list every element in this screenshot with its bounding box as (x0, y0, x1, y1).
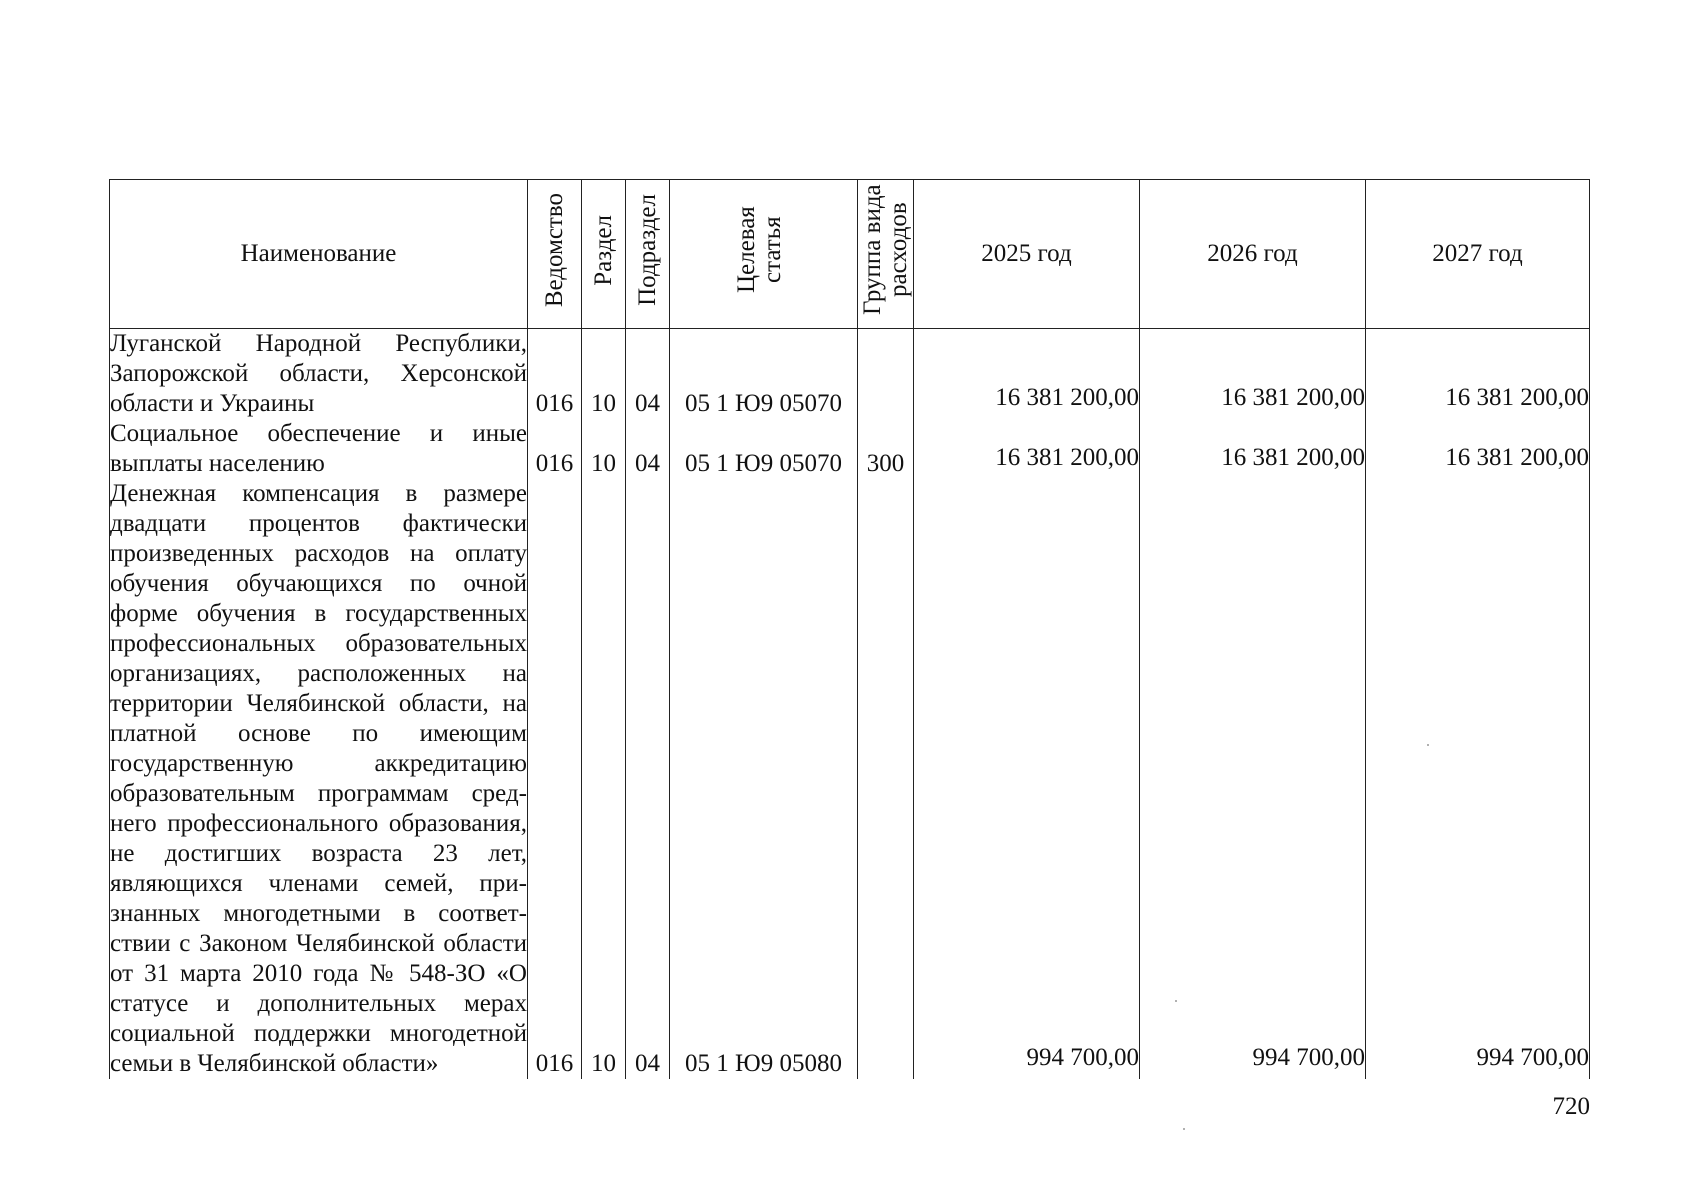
row-amount-2025: 16 381 200,00 (914, 329, 1140, 420)
row-podrazdel: 04 (626, 329, 670, 420)
row-name: Денежная компенсация в размере двадцати процентов фактически произведенных расходов на оплату обучения обучающихся по очной форме обучения в государственных профессиональных образовательных организациях, расположенных на территории Челябинской области, на платной основе по имеющим государственную аккредитацию образовательным программам среднего профессионального образования, не достигших возраста 23 лет, являющихся членами семей, признанных многодетными в соответствии с Законом Челябинской области от 31 марта 2010 года № 548-ЗО «О статусе и дополнительных мерах социальной поддержки многодетной семьи в Челябинской области» (110, 480, 527, 1077)
table-header-row (110, 180, 1590, 329)
row-amount-2027: 16 381 200,00 (1366, 329, 1590, 420)
header-gruppa-vida-rashodov: Группа вида расходов (858, 180, 914, 329)
row-vedomstvo: 016 (528, 479, 582, 1079)
scan-speck (1427, 744, 1429, 746)
scan-speck (1175, 1000, 1177, 1002)
row-podrazdel: 04 (626, 479, 670, 1079)
header-celevaya-statya: Целевая статья (670, 180, 858, 329)
row-amount-2025: 994 700,00 (914, 479, 1140, 1079)
row-amount-2026: 16 381 200,00 (1140, 329, 1366, 420)
header-name: Наименование (110, 180, 528, 329)
row-razdel: 10 (582, 329, 626, 420)
row-gruppa: 300 (858, 419, 914, 479)
row-celevaya-statya: 05 1 Ю9 05070 (670, 329, 858, 420)
row-gruppa (858, 479, 914, 1079)
header-year-2025: 2025 год (914, 180, 1140, 329)
row-vedomstvo: 016 (528, 329, 582, 420)
row-name: Луганской Народной Республики, Запорожской области, Херсонской области и Украины (110, 330, 527, 417)
table-row (110, 479, 1590, 1079)
row-amount-2025: 16 381 200,00 (914, 419, 1140, 479)
header-year-2026: 2026 год (1140, 180, 1366, 329)
row-razdel: 10 (582, 419, 626, 479)
budget-table (109, 179, 1590, 1079)
row-name: Социальное обеспечение и иные выплаты населению (110, 420, 527, 477)
row-celevaya-statya: 05 1 Ю9 05070 (670, 419, 858, 479)
row-amount-2027: 16 381 200,00 (1366, 419, 1590, 479)
row-razdel: 10 (582, 479, 626, 1079)
scan-speck (1183, 1128, 1185, 1130)
header-vedomstvo: Ведомство (528, 180, 582, 329)
table-row (110, 419, 1590, 479)
row-celevaya-statya: 05 1 Ю9 05080 (670, 479, 858, 1079)
row-amount-2026: 16 381 200,00 (1140, 419, 1366, 479)
header-year-2027: 2027 год (1366, 180, 1590, 329)
header-razdel: Раздел (582, 180, 626, 329)
table-row (110, 329, 1590, 420)
page-number: 720 (1552, 1093, 1590, 1120)
row-gruppa (858, 329, 914, 420)
row-podrazdel: 04 (626, 419, 670, 479)
row-vedomstvo: 016 (528, 419, 582, 479)
header-podrazdel: Подраздел (626, 180, 670, 329)
row-amount-2026: 994 700,00 (1140, 479, 1366, 1079)
row-amount-2027: 994 700,00 (1366, 479, 1590, 1079)
